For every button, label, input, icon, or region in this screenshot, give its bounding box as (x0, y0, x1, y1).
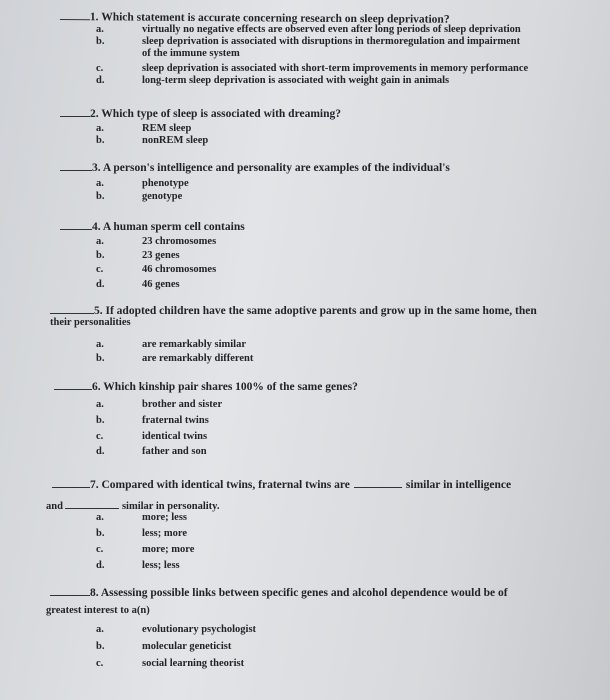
answer-blank-3[interactable] (60, 161, 92, 171)
answer-blank-5[interactable] (50, 304, 94, 314)
answer-blank-6[interactable] (54, 380, 92, 390)
answer-blank-4[interactable] (60, 220, 92, 230)
question-2 (60, 107, 341, 121)
fill-blank-7a[interactable] (354, 478, 402, 488)
question-3-stem: 3. A person's intelligence and personality are examples of the individual's (92, 162, 450, 174)
question-8-stem: 8. Assessing possible links between specific genes and alcohol dependence would be of (90, 587, 508, 599)
question-5-stem: 5. If adopted children have the same adoptive parents and grow up in the same home, then (94, 305, 537, 317)
answer-blank-2[interactable] (60, 107, 90, 117)
question-5-stem-cont: their personalities (50, 317, 131, 328)
question-2-stem: 2. Which type of sleep is associated with dreaming? (90, 108, 341, 120)
question-4 (60, 220, 245, 234)
question-7-stem-cont (46, 499, 219, 513)
question-6 (54, 380, 358, 394)
question-4-stem: 4. A human sperm cell contains (92, 221, 245, 233)
answer-blank-7[interactable] (52, 478, 90, 488)
worksheet-page: 1. Which statement is accurate concerning research on sleep deprivation? a. virtually no negative effects are observed even after long periods of sleep deprivation b. sleep deprivation is associated with disruptions in thermoregulation and impairment of the immune system c. sleep deprivation is associated with short-term improvements in memory performance d. long-term sleep deprivation is associated with weight gain in animals 2. Which type of sleep is associated with dreaming? a. REM sleep b. nonREM sleep 3. A person's intelligence and personality are examples of the individual's a. phenotype b. genotype 4. A human sperm cell contains a. 23 chromosomes b. 23 genes c. 46 chromosomes d. 46 genes 5. If adopted children have the same adoptive parents and grow up in the same home, then their personalities a. are remarkably similar b. are remarkably different 6. Which kinship pair shares 100% of the same genes? a. brother and sister b. fraternal twins c. identical twins d. father and son 7. Compared with identical twins, fraternal twins are similar in intelligence and similar in personality. a. more; less b. less; more c. more; more d. less; less 8. Assessing possible links between specific genes and alcohol dependence would be of greatest interest to a(n) a. evolutionary psychologist b. molecular geneticist c. social learning theorist (46, 11, 537, 669)
fill-blank-7b[interactable] (65, 499, 119, 509)
question-3 (60, 161, 450, 175)
question-1-stem: 1. Which statement is accurate concerning research on sleep deprivation? (89, 11, 450, 26)
question-8 (50, 586, 508, 600)
question-6-stem: 6. Which kinship pair shares 100% of the same genes? (92, 381, 358, 393)
question-8-stem-cont: greatest interest to a(n) (46, 605, 150, 616)
question-5 (50, 304, 537, 318)
question-7-stem: 7. Compared with identical twins, fraternal twins are (90, 479, 350, 491)
answer-blank-8[interactable] (50, 586, 90, 596)
answer-blank-1[interactable] (60, 10, 90, 20)
question-7-stem-cont-text: similar in personality. (121, 501, 220, 512)
question-7-and: and (46, 501, 63, 512)
question-7 (52, 478, 511, 492)
question-7-stem-tail: similar in intelligence (405, 479, 512, 491)
